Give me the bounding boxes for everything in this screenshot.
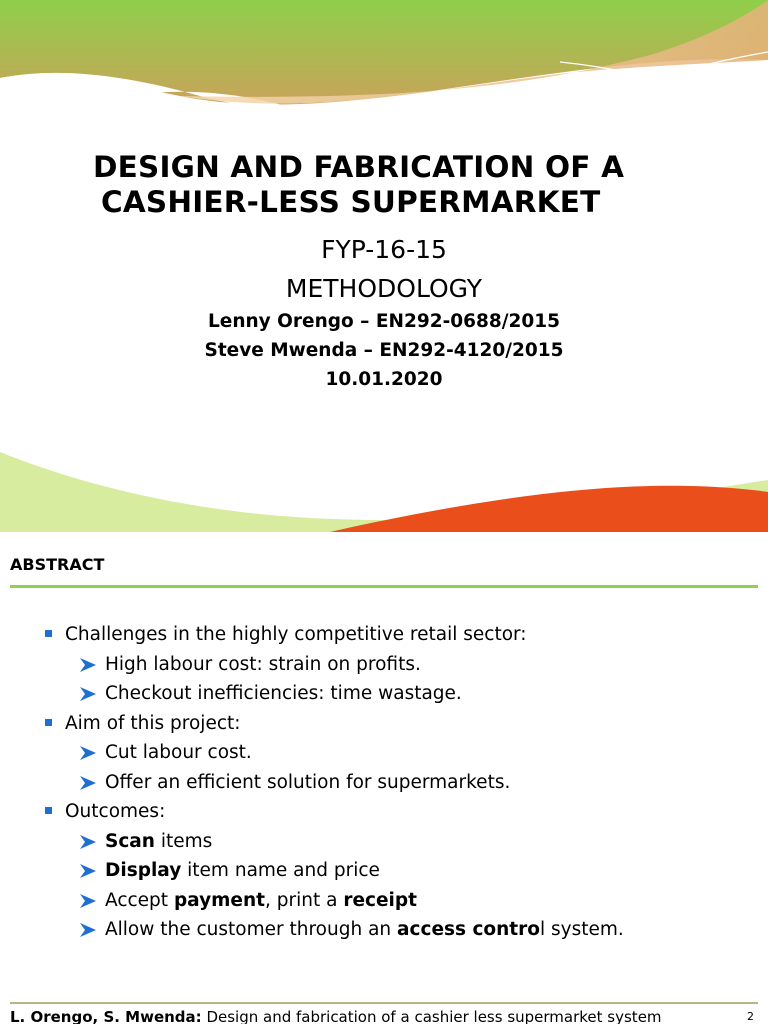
bullet-text: item name and price [181, 860, 380, 881]
arrow-bullet-icon [79, 745, 97, 761]
slide-footer [10, 1007, 662, 1024]
bold-text: payment [173, 889, 265, 911]
footer-title: Design and fabrication of a cashier less supermarket system [201, 1008, 662, 1024]
footer-divider [10, 1002, 758, 1004]
arrow-bullet-icon [79, 834, 97, 850]
abstract-heading: ABSTRACT [10, 555, 105, 574]
bullet-text: Checkout inefficiencies: time wastage. [105, 683, 462, 704]
square-bullet-icon [45, 807, 52, 814]
list-item [0, 797, 768, 827]
bullet-text: High labour cost: strain on profits. [105, 653, 421, 675]
bullet-text: Outcomes: [65, 801, 166, 822]
bold-text: Display [105, 860, 182, 881]
heading-divider [10, 585, 758, 588]
author-2: Steve Mwenda – EN292-4120/2015 [204, 340, 564, 361]
section-title: METHODOLOGY [285, 274, 483, 303]
title-line-1: DESIGN AND FABRICATION OF A [93, 150, 625, 184]
page-number: 2 [747, 1010, 754, 1023]
arrow-bullet-icon [79, 922, 97, 938]
bullet-text: Aim of this project: [65, 712, 241, 734]
bold-text: receipt [343, 889, 417, 911]
bullet-text: l system. [539, 919, 624, 940]
abstract-bullet-list [0, 620, 768, 945]
presentation-date: 10.01.2020 [325, 369, 443, 390]
arrow-bullet-icon [79, 686, 97, 702]
square-bullet-icon [45, 630, 52, 637]
list-item [0, 709, 768, 739]
list-item [0, 768, 768, 798]
bullet-text: Challenges in the highly competitive retail sector: [65, 624, 527, 645]
bold-text: Scan [105, 830, 155, 852]
author-1: Lenny Orengo – EN292-0688/2015 [208, 311, 560, 332]
arrow-bullet-icon [79, 863, 97, 879]
abstract-slide [0, 532, 768, 1024]
list-item [0, 738, 768, 768]
list-item [0, 886, 768, 916]
arrow-bullet-icon [79, 893, 97, 909]
footer-authors: L. Orengo, S. Mwenda: [10, 1008, 202, 1024]
bullet-text: , print a [265, 889, 344, 911]
square-bullet-icon [45, 719, 52, 726]
bullet-text: Accept [105, 889, 174, 911]
list-item [0, 679, 768, 709]
bullet-text: Allow the customer through an [105, 919, 398, 940]
list-item [0, 915, 768, 945]
bullet-text: Cut labour cost. [105, 742, 252, 763]
arrow-bullet-icon [79, 657, 97, 673]
presentation-title [0, 150, 768, 220]
title-line-2: CASHIER-LESS SUPERMARKET [101, 185, 601, 219]
bullet-text: Offer an efficient solution for supermarkets. [105, 771, 511, 793]
bullet-text: items [154, 830, 213, 852]
list-item [0, 650, 768, 680]
list-item [0, 620, 768, 650]
arrow-bullet-icon [79, 775, 97, 791]
project-code: FYP-16-15 [321, 235, 447, 264]
list-item [0, 856, 768, 886]
bold-text: access contro [397, 919, 540, 940]
list-item [0, 827, 768, 857]
